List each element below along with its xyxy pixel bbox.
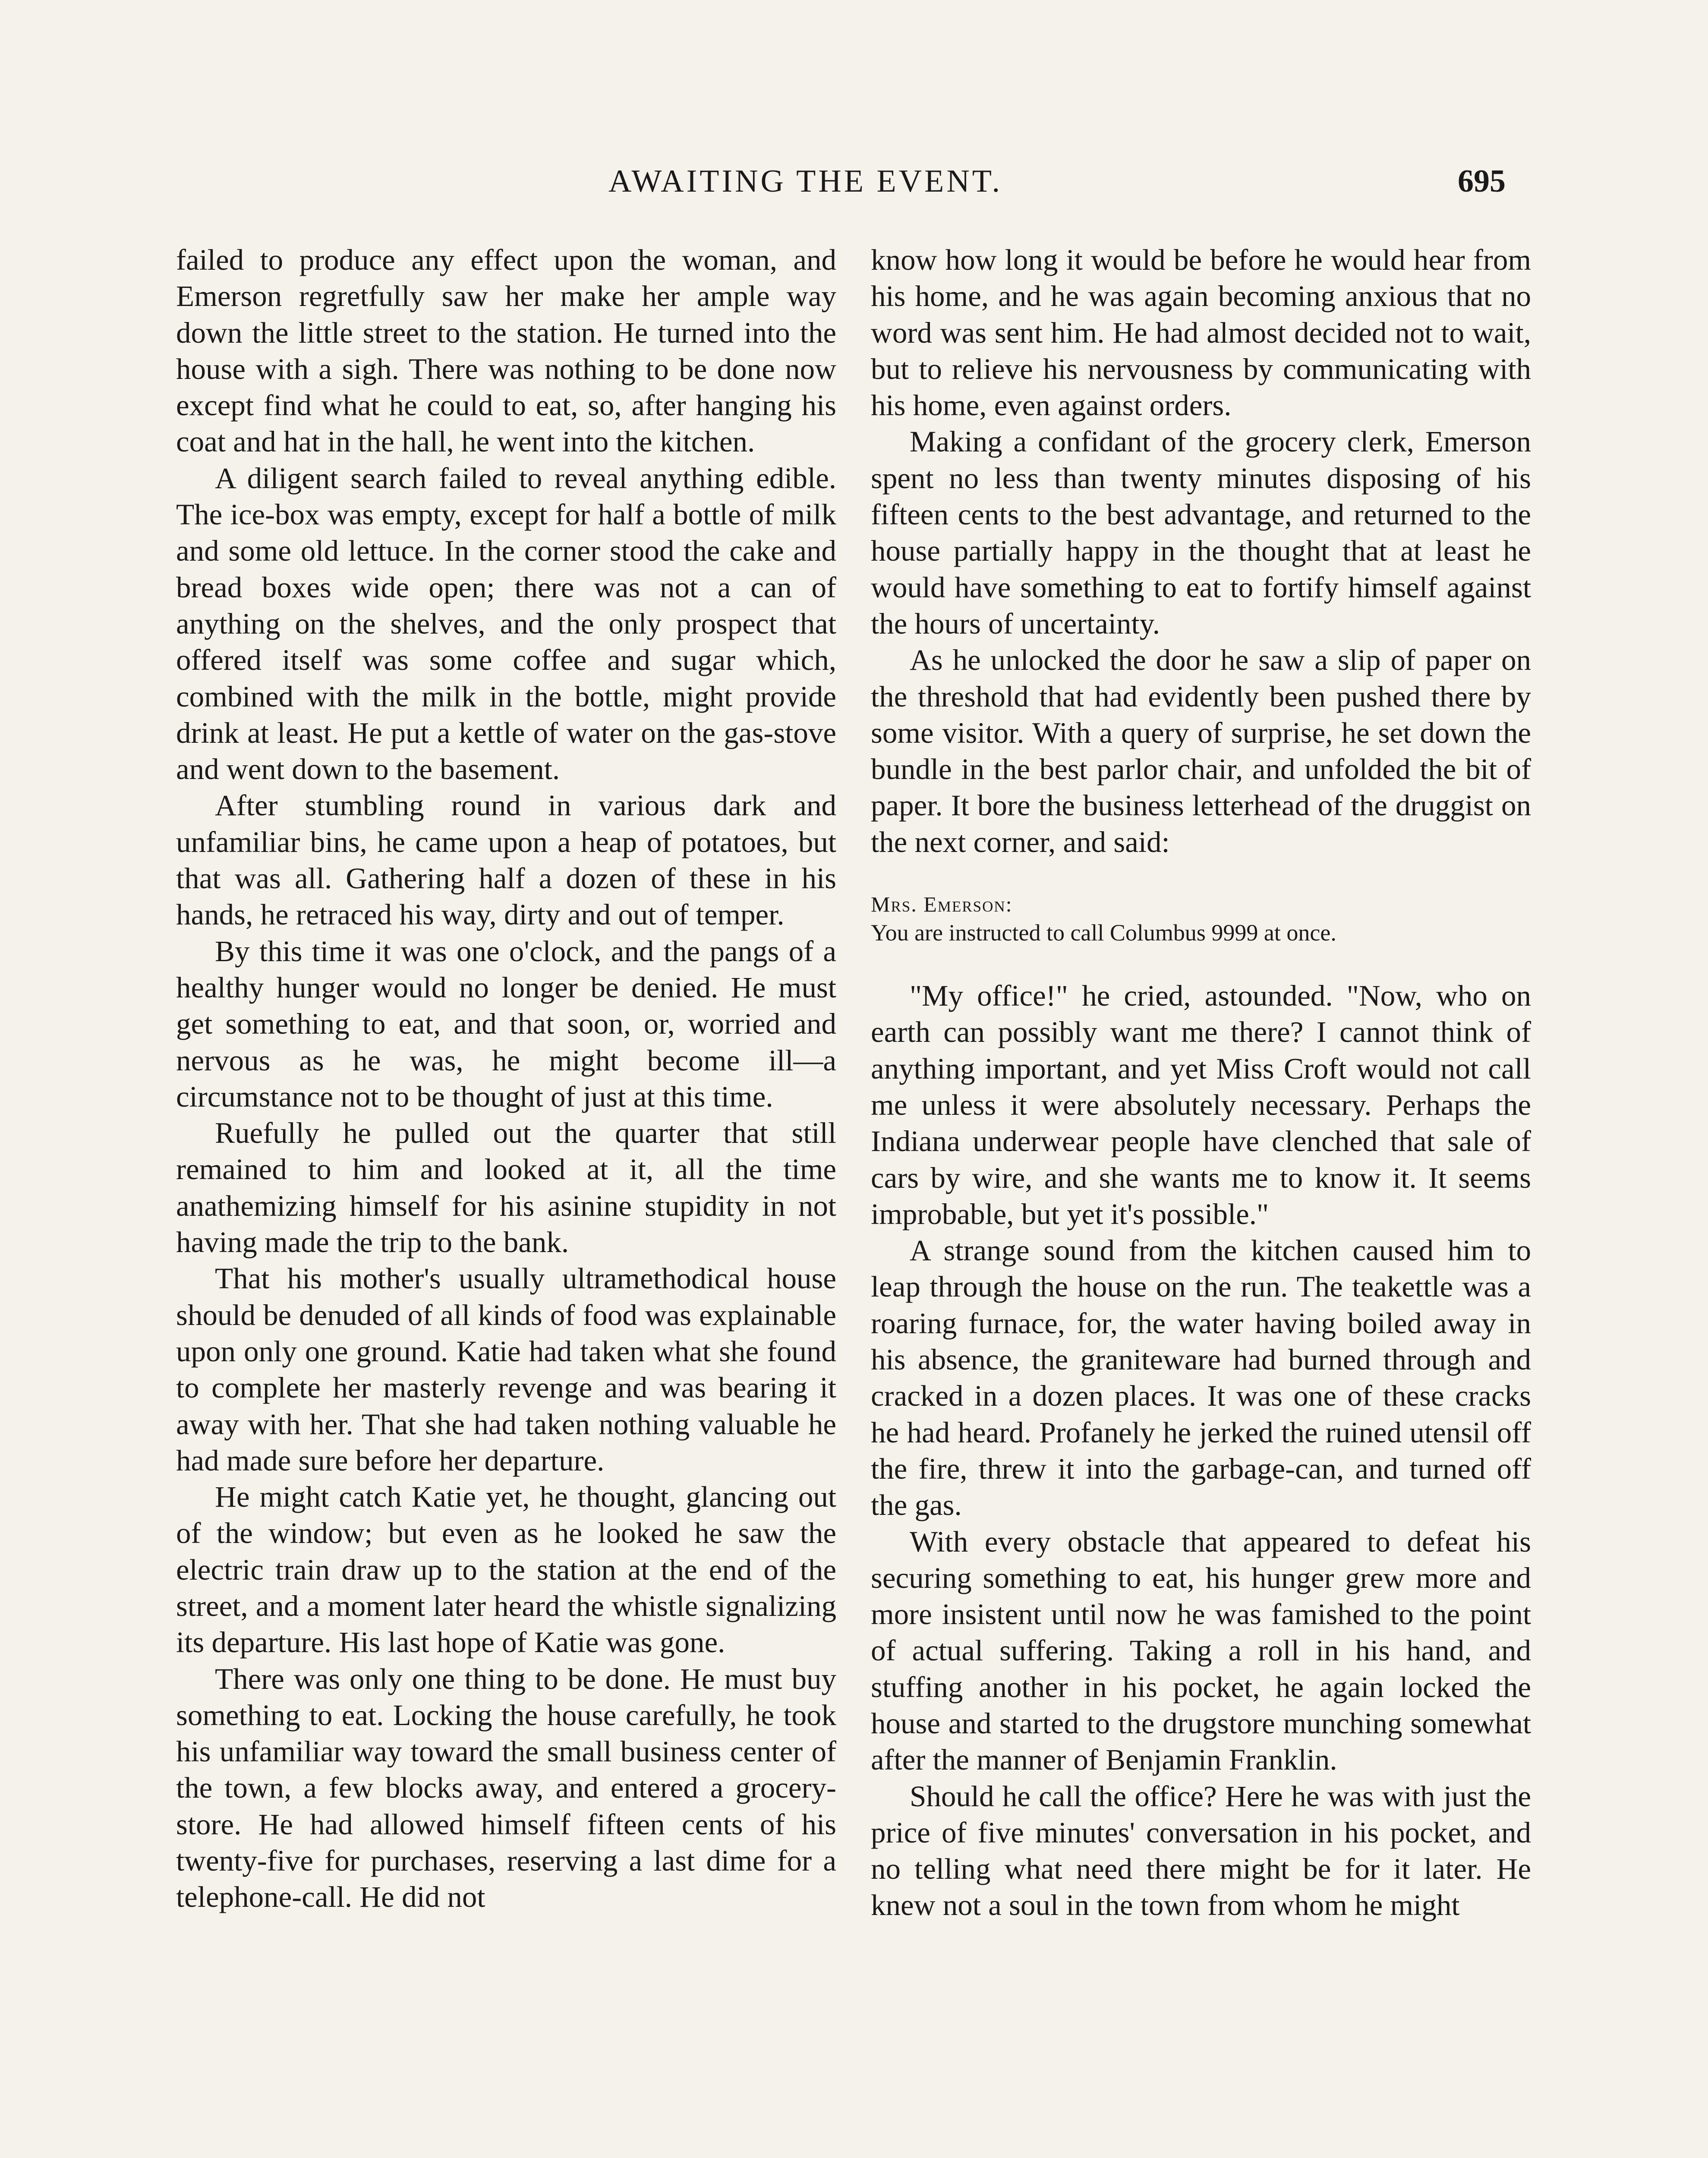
- right-column: [871, 242, 1531, 1924]
- running-header: [0, 163, 1708, 215]
- paragraph: By this time it was one o'clock, and the pangs of a healthy hunger would no longer be denied. He must get something to eat, and that soon, or, worried and nervous as he was, he might become ill—a circumstance not to be thought of just at this time.: [176, 934, 836, 1113]
- letter-salutation: Mrs. Emerson:: [871, 892, 1013, 917]
- paragraph: "My office!" he cried, astounded. "Now, who on earth can possibly want me there? I cannot think of anything important, and yet Miss Croft would not call me unless it were absolutely necessary. Perhaps the Indiana underwear people have clenched that sale of cars by wire, and she wants me to know it. It seems improbable, but yet it's possible.": [871, 979, 1531, 1230]
- paragraph: know how long it would be before he would hear from his home, and he was again becoming anxious that no word was sent him. He had almost decided not to wait, but to relieve his nervousness by communicating with his home, even against orders.: [871, 243, 1531, 422]
- paragraph: A diligent search failed to reveal anything edible. The ice-box was empty, except for half a bottle of milk and some old lettuce. In the corner stood the cake and bread boxes wide open; there was not a can of anything on the shelves, and the only prospect that offered itself was some coffee and sugar which, combined with the milk in the bottle, might provide drink at least. He put a kettle of water on the gas-stove and went down to the basement.: [176, 461, 836, 786]
- paragraph: failed to produce any effect upon the woman, and Emerson regretfully saw her make her ample way down the little street to the station. He turned into the house with a sigh. There was nothing to be done now except find what he could to eat, so, after hanging his coat and hat in the hall, he went into the kitchen.: [176, 243, 836, 458]
- paragraph: A strange sound from the kitchen caused him to leap through the house on the run. The teakettle was a roaring furnace, for, the water having boiled away in his absence, the graniteware had burned through and cracked in a dozen places. It was one of these cracks he had heard. Profanely he jerked the ruined utensil off the fire, threw it into the garbage-can, and turned off the gas.: [871, 1234, 1531, 1522]
- paragraph: He might catch Katie yet, he thought, glancing out of the window; but even as he looked he saw the electric train draw up to the station at the end of the street, and a moment later heard the whistle signalizing its departure. His last hope of Katie was gone.: [176, 1480, 836, 1659]
- paragraph: There was only one thing to be done. He must buy something to eat. Locking the house carefully, he took his unfamiliar way toward the small business center of the town, a few blocks away, and entered a grocery-store. He had allowed himself fifteen cents of his twenty-five for purchases, reserving a last dime for a telephone-call. He did not: [176, 1662, 836, 1914]
- paragraph: With every obstacle that appeared to defeat his securing something to eat, his hunger grew more and more insistent until now he was famished to the point of actual suffering. Taking a roll in his hand, and stuffing another in his pocket, he again locked the house and started to the drugstore munching somewhat after the manner of Benjamin Franklin.: [871, 1525, 1531, 1776]
- paragraph: That his mother's usually ultramethodical house should be denuded of all kinds of food was explainable upon only one ground. Katie had taken what she found to complete her masterly revenge and was bearing it away with her. That she had taken nothing valuable he had made sure before her departure.: [176, 1262, 836, 1477]
- page-number: 695: [1458, 164, 1506, 199]
- paragraph: Making a confidant of the grocery clerk, Emerson spent no less than twenty minutes disposing of his fifteen cents to the best advantage, and returned to the house partially happy in the thought that at least he would have something to eat to fortify himself against the hours of uncertainty.: [871, 425, 1531, 640]
- left-column: [176, 242, 836, 1915]
- paragraph: As he unlocked the door he saw a slip of paper on the threshold that had evidently been pushed there by some visitor. With a query of surprise, he set down the bundle in the best parlor chair, and unfolded the bit of paper. It bore the business letterhead of the druggist on the next corner, and said:: [871, 644, 1531, 858]
- paragraph: Ruefully he pulled out the quarter that still remained to him and looked at it, all the time anathemizing himself for his asinine stupidity in not having made the trip to the bank.: [176, 1117, 836, 1259]
- running-title: AWAITING THE EVENT.: [608, 164, 1002, 199]
- letter-body: You are instructed to call Columbus 9999 at once.: [871, 920, 1336, 946]
- paragraph: After stumbling round in various dark and unfamiliar bins, he came upon a heap of potatoes, but that was all. Gathering half a dozen of these in his hands, he retraced his way, dirty and out of temper.: [176, 789, 836, 931]
- paragraph: Should he call the office? Here he was with just the price of five minutes' conversation in his pocket, and no telling what need there might be for it later. He knew not a soul in the town from whom he might: [871, 1779, 1531, 1922]
